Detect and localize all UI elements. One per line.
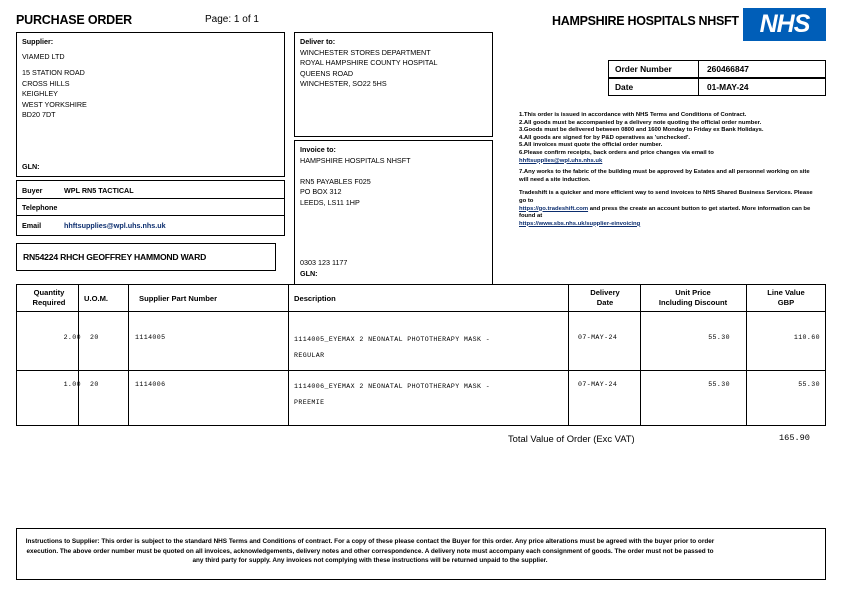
row-1-uom: 20 xyxy=(90,334,99,341)
order-date-label: Date xyxy=(609,79,699,95)
row-1-unit-price: 55.30 xyxy=(708,334,730,341)
row-2-unit-price: 55.30 xyxy=(708,381,730,388)
supplier-address-line-3: KEIGHLEY xyxy=(22,89,58,98)
email-value[interactable]: hhftsupplies@wpl.uhs.nhs.uk xyxy=(64,221,166,230)
order-date-box xyxy=(608,78,826,96)
tradeshift-link[interactable]: https://go.tradeshift.com xyxy=(519,205,589,212)
total-label: Total Value of Order (Exc VAT) xyxy=(508,433,635,444)
table-vline-6 xyxy=(746,284,747,425)
telephone-label: Telephone xyxy=(22,203,58,212)
row-2-quantity: 1.00 xyxy=(63,381,81,388)
terms-email-link[interactable]: hhftsupplies@wpl.uhs.nhs.uk xyxy=(519,157,603,164)
trust-name: HAMPSHIRE HOSPITALS NHSFT xyxy=(552,14,739,28)
row-1-part-number: 1114005 xyxy=(135,334,166,341)
deliver-to-line-1: WINCHESTER STORES DEPARTMENT xyxy=(300,47,431,57)
ward-box xyxy=(16,243,276,271)
total-value: 165.90 xyxy=(779,433,810,443)
deliver-to-label: Deliver to: xyxy=(300,37,336,46)
table-vline-left xyxy=(16,284,17,425)
terms-item-5: 5.All invoices must quote the official order number. xyxy=(519,142,663,149)
deliver-to-line-4: WINCHESTER, SO22 5HS xyxy=(300,79,387,89)
supplier-address-line-1: 15 STATION ROAD xyxy=(22,68,85,77)
invoice-to-line-2 xyxy=(300,166,487,177)
tradeshift-text-1: Tradeshift is a quicker and more efficient way to send invoices to NHS Shared Business Services. Please go to xyxy=(519,190,813,204)
footer-instructions: Instructions to Supplier: This order is subject to the standard NHS Terms and Conditions of contract. For a copy of these please contact the Buyer for this order. Any price alterations must be agreed with the buyer prior to order execution. The above order number must be quoted on all invoices, acknowledgements, delivery notes and other correspondence. A delivery note must accompany each consignment of goods. The order must not be passed to any third party for supply. Any invoices not complying with these instructions will be returned unpaid to the supplier. xyxy=(25,538,715,565)
terms-item-7: 7.Any works to the fabric of the building must be approved by Estates and all personnel working on site will need a site induction. xyxy=(519,169,810,183)
row-2-part-number: 1114006 xyxy=(135,381,166,388)
table-vline-5 xyxy=(640,284,641,425)
row-1-description-line-1: 1114005_EYEMAX 2 NEONATAL PHOTOTHERAPY MASK - xyxy=(294,336,491,343)
table-vline-2 xyxy=(128,284,129,425)
telephone-row xyxy=(17,200,284,216)
page-number: Page: 1 of 1 xyxy=(205,14,259,25)
row-2-description-line-1: 1114006_EYEMAX 2 NEONATAL PHOTOTHERAPY MASK - xyxy=(294,383,491,390)
col-header-delivery-date: Delivery Date xyxy=(590,288,620,307)
nhs-logo: NHS xyxy=(743,8,826,41)
table-vline-3 xyxy=(288,284,289,425)
deliver-to-box xyxy=(294,32,493,137)
supplier-address-line-2: CROSS HILLS xyxy=(22,78,70,88)
order-number-value: 260466847 xyxy=(707,64,749,74)
invoice-to-line-1: HAMPSHIRE HOSPITALS NHSFT xyxy=(300,155,411,165)
order-number-box xyxy=(608,60,826,78)
table-vline-right xyxy=(825,284,826,425)
col-header-description: Description xyxy=(294,294,336,303)
row-2-description-line-2: PREEMIE xyxy=(294,399,325,406)
row-2-delivery-date: 07-MAY-24 xyxy=(578,381,618,388)
page-title: PURCHASE ORDER xyxy=(16,13,132,27)
row-2-uom: 20 xyxy=(90,381,99,388)
col-header-part-number: Supplier Part Number xyxy=(139,294,218,303)
buyer-label: Buyer xyxy=(22,186,43,195)
ward-value: RN54224 RHCH GEOFFREY HAMMOND WARD xyxy=(23,252,207,262)
col-header-line-value: Line Value GBP xyxy=(767,288,805,307)
invoice-to-phone: 0303 123 1177 xyxy=(300,258,348,267)
invoice-to-line-4: PO BOX 312 xyxy=(300,187,342,197)
row-1-description-line-2: REGULAR xyxy=(294,352,325,359)
row-1-line-value: 110.60 xyxy=(793,334,820,341)
supplier-box xyxy=(16,32,285,177)
table-top-border xyxy=(16,284,826,285)
terms-item-2: 2.All goods must be accompanied by a delivery note quoting the official order number. xyxy=(519,119,762,126)
buyer-value: WPL RN5 TACTICAL xyxy=(64,186,134,195)
table-vline-1 xyxy=(78,284,79,425)
table-vline-4 xyxy=(568,284,569,425)
invoice-to-line-3: RN5 PAYABLES F025 xyxy=(300,176,371,186)
order-number-label: Order Number xyxy=(609,61,699,77)
supplier-address-line-5: BD20 7DT xyxy=(22,110,56,119)
col-header-uom: U.O.M. xyxy=(84,294,109,303)
terms-block xyxy=(519,112,819,228)
col-header-quantity: Quantity Required xyxy=(32,288,66,307)
terms-item-6: 6.Please confirm receipts, back orders and price changes via email to xyxy=(519,149,714,156)
supplier-name: VIAMED LTD xyxy=(22,51,65,61)
row-1-quantity: 2.00 xyxy=(63,334,81,341)
invoice-to-label: Invoice to: xyxy=(300,145,336,154)
supplier-gln-label: GLN: xyxy=(22,162,40,171)
row-2-line-value: 55.30 xyxy=(798,381,820,388)
supplier-address-line-4: WEST YORKSHIRE xyxy=(22,99,87,109)
table-header-border xyxy=(16,311,826,312)
col-header-unit-price: Unit Price Including Discount xyxy=(658,288,728,307)
buyer-box xyxy=(16,180,285,236)
supplier-label: Supplier: xyxy=(22,37,54,46)
table-row-separator xyxy=(16,370,826,371)
invoice-to-box xyxy=(294,140,493,285)
email-label: Email xyxy=(22,221,42,230)
invoice-to-gln-label: GLN: xyxy=(300,268,318,278)
deliver-to-line-3: QUEENS ROAD xyxy=(300,68,354,78)
einvoicing-link[interactable]: https://www.sbs.nhs.uk/supplier-einvoicing xyxy=(519,220,641,227)
buyer-row xyxy=(17,183,284,199)
terms-item-3: 3.Goods must be delivered between 0800 and 1600 Monday to Friday ex Bank Holidays. xyxy=(519,127,764,134)
row-1-delivery-date: 07-MAY-24 xyxy=(578,334,618,341)
deliver-to-line-2: ROYAL HAMPSHIRE COUNTY HOSPITAL xyxy=(300,58,438,68)
terms-item-4: 4.All goods are signed for by P&D operatives as 'unchecked'. xyxy=(519,134,691,141)
email-row xyxy=(17,217,284,234)
table-bottom-border xyxy=(16,425,826,426)
order-date-value: 01-MAY-24 xyxy=(707,82,749,92)
tradeshift-text-2: and press the create an account button to get started. More information can be found at xyxy=(519,205,811,220)
invoice-to-line-5: LEEDS, LS11 1HP xyxy=(300,197,360,207)
terms-item-1: 1.This order is issued in accordance with NHS Terms and Conditions of Contract. xyxy=(519,112,747,118)
